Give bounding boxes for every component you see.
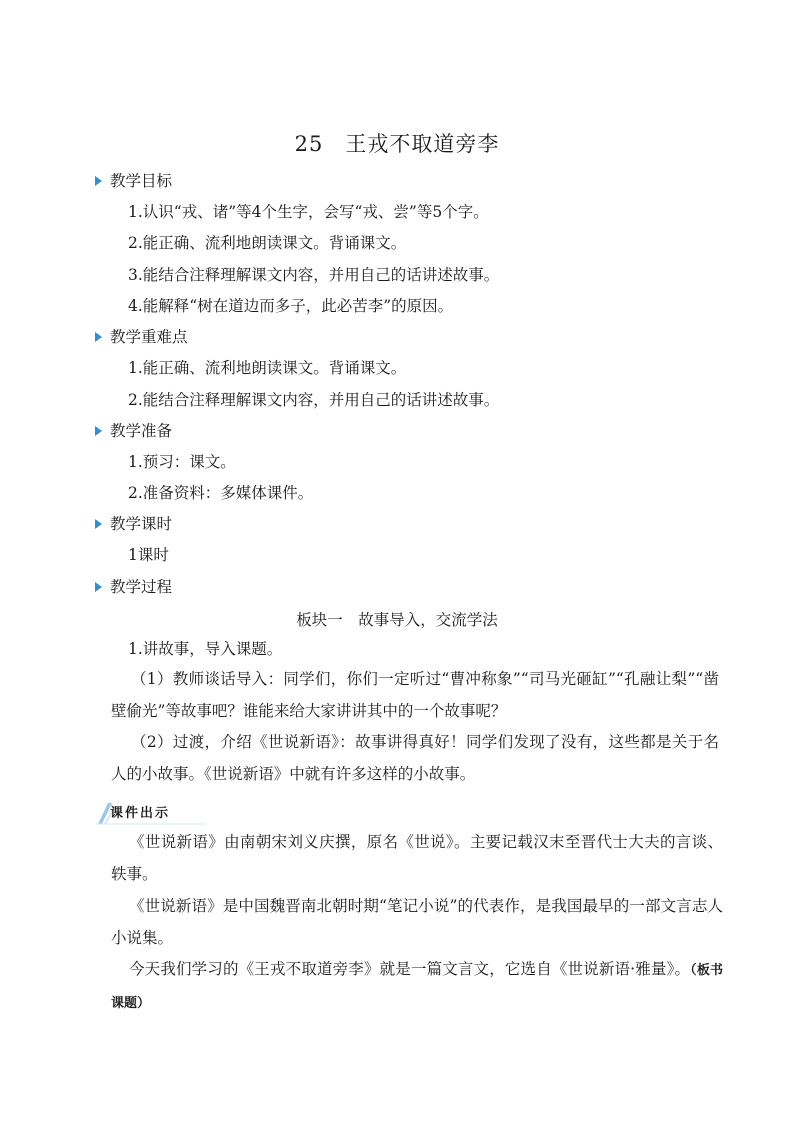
paragraph: 《世说新语》由南朝宋刘义庆撰，原名《世说》。主要记载汉末至晋代士大夫的言谈、轶事。 (111, 833, 723, 883)
paragraph: 《世说新语》是中国魏晋南北朝时期“笔记小说”的代表作，是我国最早的一部文言志人小说集。 (111, 897, 723, 947)
paragraph: （2）过渡，介绍《世说新语》：故事讲得真好！同学们发现了没有，这些都是关于名人的小故事。《世说新语》中就有许多这样的小故事。 (111, 733, 719, 783)
lesson-number: 25 (294, 132, 324, 156)
prep-item: 1.预习：课文。 (128, 453, 236, 471)
section-prep (95, 421, 172, 441)
section-goals (95, 171, 172, 191)
section-key-heading: 教学重难点 (110, 328, 188, 346)
goal-item: 1.认识“戎、诸”等4个生字，会写“戎、尝”等5个字。 (128, 203, 489, 221)
block-title: 板块一 故事导入，交流学法 (296, 611, 498, 629)
goal-item: 2.能正确、流利地朗读课文。背诵课文。 (128, 234, 407, 252)
step-heading: 1.讲故事，导入课题。 (128, 640, 283, 658)
section-time-heading: 教学课时 (110, 515, 173, 533)
triangle-bullet-icon (95, 519, 102, 529)
goal-item: 3.能结合注释理解课文内容，并用自己的话讲述故事。 (128, 266, 500, 284)
paragraph: （1）教师谈话导入：同学们，你们一定听过“曹冲称象”“司马光砸缸”“孔融让梨”“凿壁偷光”等故事吧？谁能来给大家讲讲其中的一个故事呢？ (111, 670, 719, 720)
paragraph-text: 今天我们学习的《王戎不取道旁李》就是一篇文言文，它选自《世说新语·雅量》。 (129, 960, 691, 978)
key-item: 1.能正确、流利地朗读课文。背诵课文。 (128, 359, 407, 377)
triangle-bullet-icon (95, 582, 102, 592)
triangle-bullet-icon (95, 332, 102, 342)
lesson-title: 王戎不取道旁李 (345, 132, 500, 156)
page-title (0, 128, 794, 158)
section-process (95, 577, 172, 597)
section-time (95, 514, 172, 534)
triangle-bullet-icon (95, 426, 102, 436)
section-process-heading: 教学过程 (110, 578, 173, 596)
prep-item: 2.准备资料：多媒体课件。 (128, 484, 314, 502)
section-goals-heading: 教学目标 (110, 172, 173, 190)
triangle-bullet-icon (95, 176, 102, 186)
paragraph (111, 954, 723, 1019)
time-item: 1课时 (128, 546, 169, 564)
section-prep-heading: 教学准备 (110, 422, 173, 440)
section-key-points (95, 327, 188, 347)
key-item: 2.能结合注释理解课文内容，并用自己的话讲述故事。 (128, 391, 500, 409)
goal-item: 4.能解释“树在道边而多子，此必苦李”的原因。 (128, 297, 454, 315)
board-note: （板书课题） (111, 963, 723, 1011)
courseware-label: 课件出示 (110, 806, 171, 821)
